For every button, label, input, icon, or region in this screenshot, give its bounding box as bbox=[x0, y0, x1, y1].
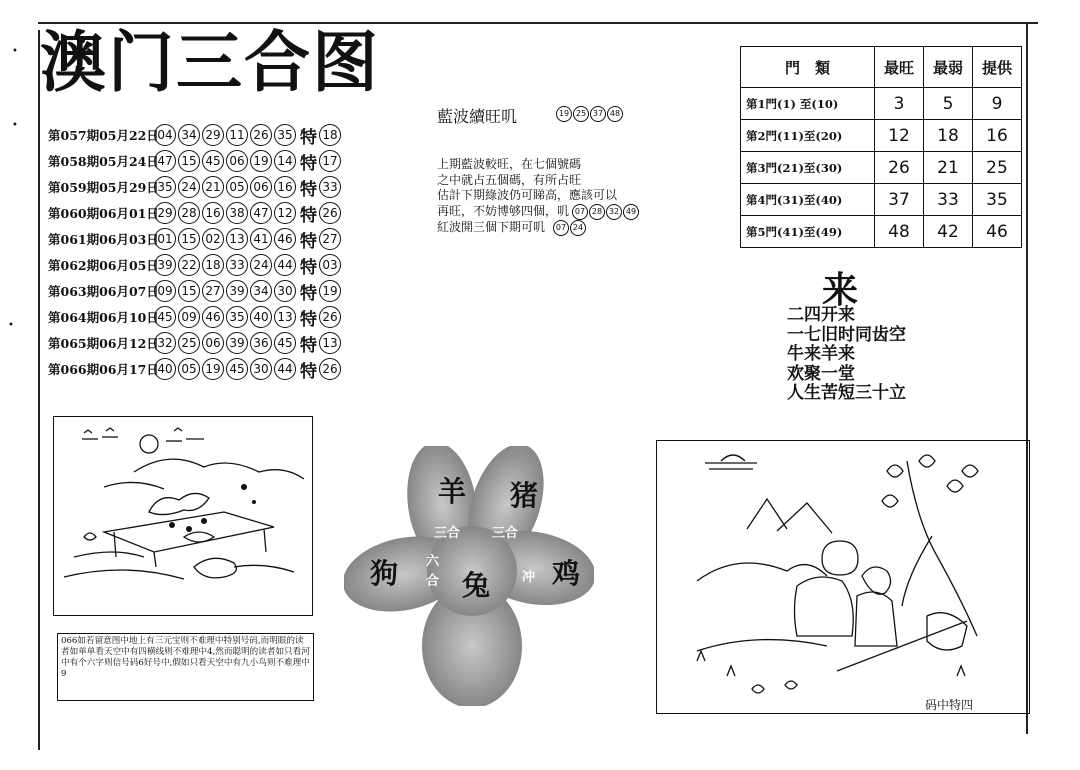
number-ball: 36 bbox=[250, 332, 272, 354]
children-drawing bbox=[657, 441, 1029, 713]
draw-row bbox=[48, 148, 343, 174]
tip-line bbox=[437, 220, 677, 236]
pic2-caption: 码中特四 bbox=[925, 698, 974, 712]
gate-range: 第3門(21)至(30) bbox=[741, 152, 875, 184]
draw-row bbox=[48, 252, 343, 278]
gate-table bbox=[740, 46, 1022, 248]
gate-max: 37 bbox=[875, 184, 924, 216]
puzzle-illustration-left bbox=[53, 416, 313, 616]
number-ball: 29 bbox=[154, 202, 176, 224]
special-label: 特 bbox=[300, 179, 317, 200]
poem-line: 人生苦短三十立 bbox=[787, 383, 906, 403]
liuhe-label: 六 bbox=[426, 554, 440, 569]
tip-number-ball: 19 bbox=[556, 106, 572, 122]
number-ball: 14 bbox=[274, 150, 296, 172]
special-number-ball: 13 bbox=[319, 332, 341, 354]
zodiac-rabbit: 兔 bbox=[462, 569, 491, 602]
number-ball: 13 bbox=[274, 306, 296, 328]
special-number-ball: 19 bbox=[319, 280, 341, 302]
gate-max: 26 bbox=[875, 152, 924, 184]
number-ball: 18 bbox=[202, 254, 224, 276]
gate-range: 第2門(11)至(20) bbox=[741, 120, 875, 152]
gate-range: 第4門(31)至(40) bbox=[741, 184, 875, 216]
special-number-ball: 26 bbox=[319, 358, 341, 380]
special-label: 特 bbox=[300, 309, 317, 330]
puzzle-note: 066如若留意图中地上有三元宝则不难理中特别号码,而明眼的读者如单单看天空中有四横线则不难理中4,然而聪明的读者如只看河中有个六字则信号码6好号中,假如只看天空中有九小鸟则不难理中9 bbox=[57, 633, 314, 701]
gate-range: 第1門(1) 至(10) bbox=[741, 88, 875, 120]
poem-line: 牛来羊来 bbox=[787, 344, 855, 364]
number-ball: 29 bbox=[202, 124, 224, 146]
special-label: 特 bbox=[300, 335, 317, 356]
tip-line: 上期藍波較旺，在七個號碼 bbox=[437, 157, 582, 171]
gate-min: 21 bbox=[924, 152, 973, 184]
gate-header: 門 類 bbox=[741, 47, 875, 88]
number-ball: 41 bbox=[250, 228, 272, 250]
number-ball: 19 bbox=[202, 358, 224, 380]
special-number-ball: 17 bbox=[319, 150, 341, 172]
special-label: 特 bbox=[300, 257, 317, 278]
number-ball: 25 bbox=[178, 332, 200, 354]
number-ball: 01 bbox=[154, 228, 176, 250]
number-ball: 16 bbox=[202, 202, 224, 224]
zodiac-goat: 羊 bbox=[438, 475, 467, 508]
number-ball: 15 bbox=[178, 150, 200, 172]
number-ball: 46 bbox=[274, 228, 296, 250]
sanhe-label: 三合 bbox=[434, 526, 461, 541]
number-ball: 24 bbox=[178, 176, 200, 198]
gate-offer: 16 bbox=[973, 120, 1022, 152]
number-ball: 44 bbox=[274, 254, 296, 276]
number-ball: 16 bbox=[274, 176, 296, 198]
zodiac-dog: 狗 bbox=[370, 557, 399, 590]
number-ball: 15 bbox=[178, 228, 200, 250]
gate-offer: 9 bbox=[973, 88, 1022, 120]
zodiac-flower bbox=[344, 446, 594, 706]
special-label: 特 bbox=[300, 127, 317, 148]
gate-range: 第5門(41)至(49) bbox=[741, 216, 875, 248]
number-ball: 06 bbox=[250, 176, 272, 198]
come-heading: 来 bbox=[822, 269, 859, 311]
draw-row bbox=[48, 174, 343, 200]
gate-row bbox=[741, 88, 1022, 120]
special-label: 特 bbox=[300, 361, 317, 382]
special-label: 特 bbox=[300, 283, 317, 304]
draw-row bbox=[48, 330, 343, 356]
gate-header: 提供 bbox=[973, 47, 1022, 88]
tip-line: 估計下期綠波仍可睇高，應該可以 bbox=[437, 188, 618, 202]
number-ball: 35 bbox=[226, 306, 248, 328]
special-label: 特 bbox=[300, 231, 317, 252]
number-ball: 22 bbox=[178, 254, 200, 276]
number-ball: 26 bbox=[250, 124, 272, 146]
draw-row bbox=[48, 304, 343, 330]
number-ball: 32 bbox=[154, 332, 176, 354]
special-number-ball: 03 bbox=[319, 254, 341, 276]
draw-row bbox=[48, 226, 343, 252]
draw-label: 第065期06月12日 bbox=[48, 336, 159, 351]
number-ball: 11 bbox=[226, 124, 248, 146]
number-ball: 19 bbox=[250, 150, 272, 172]
draw-label: 第061期06月03日 bbox=[48, 232, 159, 247]
number-ball: 39 bbox=[154, 254, 176, 276]
gate-max: 12 bbox=[875, 120, 924, 152]
gate-header: 最旺 bbox=[875, 47, 924, 88]
gate-max: 48 bbox=[875, 216, 924, 248]
tip-number-ball: 48 bbox=[607, 106, 623, 122]
puzzle-illustration-right bbox=[656, 440, 1030, 714]
draw-label: 第058期05月24日 bbox=[48, 154, 159, 169]
number-ball: 34 bbox=[178, 124, 200, 146]
tip-number-ball: 32 bbox=[606, 204, 622, 220]
number-ball: 35 bbox=[154, 176, 176, 198]
sanhe-label: 三合 bbox=[492, 526, 519, 541]
number-ball: 05 bbox=[226, 176, 248, 198]
number-ball: 35 bbox=[274, 124, 296, 146]
number-ball: 09 bbox=[154, 280, 176, 302]
tip-number-ball: 24 bbox=[570, 220, 586, 236]
tip-number-ball: 37 bbox=[590, 106, 606, 122]
number-ball: 27 bbox=[202, 280, 224, 302]
tip-text bbox=[437, 157, 677, 236]
gate-row bbox=[741, 120, 1022, 152]
gate-min: 5 bbox=[924, 88, 973, 120]
number-ball: 40 bbox=[250, 306, 272, 328]
draw-row bbox=[48, 200, 343, 226]
gate-min: 33 bbox=[924, 184, 973, 216]
special-label: 特 bbox=[300, 153, 317, 174]
poem-line: 二四开来 bbox=[787, 305, 855, 325]
number-ball: 30 bbox=[250, 358, 272, 380]
number-ball: 45 bbox=[226, 358, 248, 380]
number-ball: 09 bbox=[178, 306, 200, 328]
number-ball: 38 bbox=[226, 202, 248, 224]
gate-offer: 25 bbox=[973, 152, 1022, 184]
tip-number-ball: 49 bbox=[623, 204, 639, 220]
draw-row bbox=[48, 122, 343, 148]
gate-max: 3 bbox=[875, 88, 924, 120]
draw-label: 第059期05月29日 bbox=[48, 180, 159, 195]
chong-label: 冲 bbox=[522, 570, 536, 585]
number-ball: 21 bbox=[202, 176, 224, 198]
draw-label: 第066期06月17日 bbox=[48, 362, 159, 377]
zodiac-pig: 猪 bbox=[510, 479, 539, 512]
tip-title-balls bbox=[556, 106, 624, 122]
special-number-ball: 33 bbox=[319, 176, 341, 198]
poem bbox=[787, 306, 906, 404]
number-ball: 47 bbox=[250, 202, 272, 224]
tip-number-ball: 07 bbox=[572, 204, 588, 220]
zodiac-rooster: 鸡 bbox=[552, 557, 581, 590]
number-ball: 45 bbox=[274, 332, 296, 354]
special-number-ball: 26 bbox=[319, 202, 341, 224]
draw-label: 第060期06月01日 bbox=[48, 206, 159, 221]
number-ball: 45 bbox=[202, 150, 224, 172]
tip-line-text: 紅波開三個下期可叽 bbox=[437, 219, 546, 234]
number-ball: 33 bbox=[226, 254, 248, 276]
tip-number-ball: 28 bbox=[589, 204, 605, 220]
number-ball: 34 bbox=[250, 280, 272, 302]
scan-mark: • bbox=[12, 46, 18, 57]
tip-line-text: 再旺，不妨博够四個，叽 bbox=[437, 203, 570, 218]
number-ball: 06 bbox=[202, 332, 224, 354]
scan-mark: • bbox=[12, 120, 18, 131]
gate-offer: 35 bbox=[973, 184, 1022, 216]
draw-label: 第063期06月07日 bbox=[48, 284, 159, 299]
number-ball: 05 bbox=[178, 358, 200, 380]
number-ball: 47 bbox=[154, 150, 176, 172]
tip-line: 之中就占五個碼，有所占旺 bbox=[437, 172, 582, 187]
number-ball: 39 bbox=[226, 280, 248, 302]
tip-line bbox=[437, 204, 677, 220]
number-ball: 06 bbox=[226, 150, 248, 172]
gate-header: 最弱 bbox=[924, 47, 973, 88]
draw-history-list bbox=[48, 122, 343, 382]
gate-min: 18 bbox=[924, 120, 973, 152]
draw-row bbox=[48, 356, 343, 382]
special-label: 特 bbox=[300, 205, 317, 226]
number-ball: 04 bbox=[154, 124, 176, 146]
draw-row bbox=[48, 278, 343, 304]
draw-label: 第062期06月05日 bbox=[48, 258, 159, 273]
page-title: 澳门三合图 bbox=[40, 24, 380, 101]
tip-title: 藍波續旺叽 bbox=[437, 107, 518, 126]
number-ball: 02 bbox=[202, 228, 224, 250]
poem-line: 欢聚一堂 bbox=[787, 363, 855, 384]
number-ball: 39 bbox=[226, 332, 248, 354]
special-number-ball: 27 bbox=[319, 228, 341, 250]
number-ball: 44 bbox=[274, 358, 296, 380]
number-ball: 30 bbox=[274, 280, 296, 302]
gate-offer: 46 bbox=[973, 216, 1022, 248]
landscape-drawing bbox=[54, 417, 312, 615]
special-number-ball: 26 bbox=[319, 306, 341, 328]
gate-row bbox=[741, 184, 1022, 216]
left-border bbox=[38, 30, 40, 750]
number-ball: 12 bbox=[274, 202, 296, 224]
draw-label: 第057期05月22日 bbox=[48, 128, 159, 143]
number-ball: 45 bbox=[154, 306, 176, 328]
tip-number-ball: 07 bbox=[553, 220, 569, 236]
poem-line: 一七旧时同齿空 bbox=[787, 324, 906, 345]
number-ball: 46 bbox=[202, 306, 224, 328]
liuhe-label: 合 bbox=[426, 574, 440, 589]
number-ball: 28 bbox=[178, 202, 200, 224]
number-ball: 24 bbox=[250, 254, 272, 276]
tip-number-ball: 25 bbox=[573, 106, 589, 122]
gate-row bbox=[741, 216, 1022, 248]
draw-label: 第064期06月10日 bbox=[48, 310, 159, 325]
number-ball: 15 bbox=[178, 280, 200, 302]
gate-min: 42 bbox=[924, 216, 973, 248]
special-number-ball: 18 bbox=[319, 124, 341, 146]
scan-mark: • bbox=[8, 320, 14, 331]
number-ball: 40 bbox=[154, 358, 176, 380]
gate-row bbox=[741, 152, 1022, 184]
number-ball: 13 bbox=[226, 228, 248, 250]
